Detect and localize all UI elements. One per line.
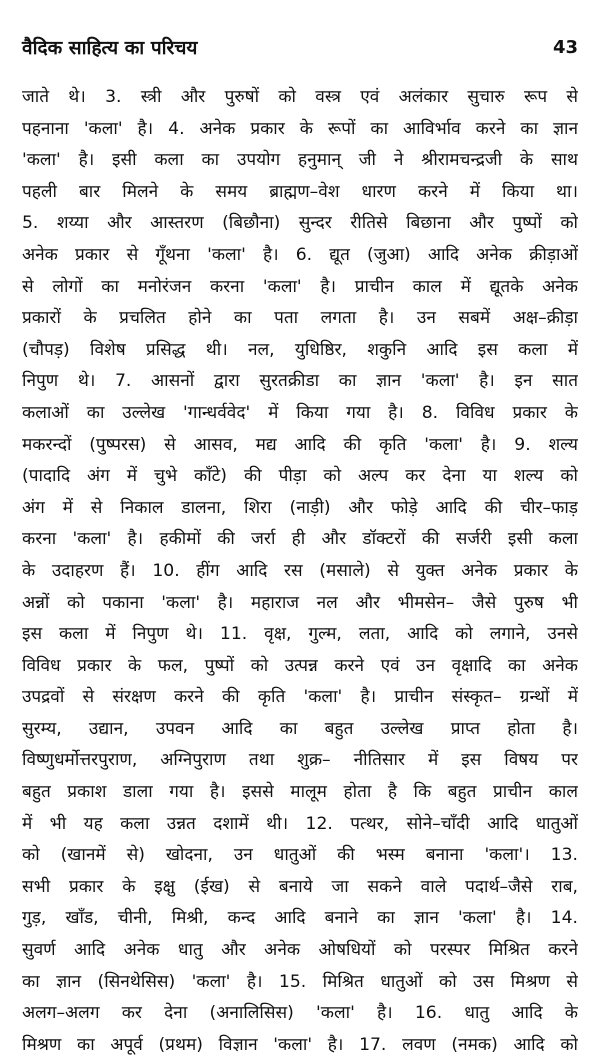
text-line: में भी यह कला उन्नत दशामें थी। 12. पत्थर, सोने–चाँदी आदि धातुओं <box>22 813 578 834</box>
text-line: इस कला में निपुण थे। 11. वृक्ष, गुल्म, लता, आदि को लगाने, उनसे <box>22 624 578 645</box>
text-line: बहुत प्रकाश डाला गया है। इससे मालूम होता है कि बहुत प्राचीन काल <box>22 782 578 803</box>
text-line: को (खानमें से) खोदना, उन धातुओं की भस्म बनाना 'कला'। 13. <box>22 845 578 866</box>
text-line: निपुण थे। 7. आसनों द्वारा सुरतक्रीडा का ज्ञान 'कला' है। इन सात <box>22 371 578 392</box>
page-header <box>22 27 578 61</box>
text-line: पहली बार मिलने के समय ब्राह्मण–वेश धारण करने में किया था। <box>22 181 578 202</box>
text-line: पहनाना 'कला' है। 4. अनेक प्रकार के रूपों का आविर्भाव करने का ज्ञान <box>22 118 578 139</box>
page-number: 43 <box>552 37 578 58</box>
text-line: सुवर्ण आदि अनेक धातु और अनेक ओषधियों को परस्पर मिश्रित करने <box>22 940 578 961</box>
text-line: 'कला' है। इसी कला का उपयोग हनुमान् जी ने श्रीरामचन्द्रजी के साथ <box>22 150 578 171</box>
text-line: करना 'कला' है। हकीमों की जर्रा ही और डॉक्टरों की सर्जरी इसी कला <box>22 529 578 550</box>
book-title: वैदिक साहित्य का परिचय <box>22 37 198 59</box>
body-text <box>22 82 578 1061</box>
text-line: अलग–अलग कर देना (अनालिसिस) 'कला' है। 16. धातु आदि के <box>22 1003 578 1024</box>
text-line: कलाओं का उल्लेख 'गान्धर्ववेद' में किया गया है। 8. विविध प्रकार के <box>22 402 578 423</box>
text-line: (पादादि अंग में चुभे काँटे) की पीड़ा को अल्प कर देना या शल्य को <box>22 466 578 487</box>
text-line: अनेक प्रकार से गूँथना 'कला' है। 6. द्यूत (जुआ) आदि अनेक क्रीड़ाओं <box>22 244 578 265</box>
text-line: (चौपड़) विशेष प्रसिद्ध थी। नल, युधिष्ठिर, शकुनि आदि इस कला में <box>22 339 578 360</box>
text-line: सभी प्रकार के इक्षु (ईख) से बनाये जा सकने वाले पदार्थ–जैसे राब, <box>22 876 578 897</box>
text-line: अंग में से निकाल डालना, शिरा (नाड़ी) और फोड़े आदि की चीर–फाड़ <box>22 497 578 518</box>
text-line: 5. शय्या और आस्तरण (बिछौना) सुन्दर रीतिसे बिछाना और पुष्पों को <box>22 213 578 234</box>
text-line: मकरन्दों (पुष्परस) से आसव, मद्य आदि की कृति 'कला' है। 9. शल्य <box>22 434 578 455</box>
text-line: से लोगों का मनोरंजन करना 'कला' है। प्राचीन काल में द्यूतके अनेक <box>22 276 578 297</box>
text-line: अन्नों को पकाना 'कला' है। महाराज नल और भीमसेन– जैसे पुरुष भी <box>22 592 578 613</box>
text-line: का ज्ञान (सिनथेसिस) 'कला' है। 15. मिश्रित धातुओं को उस मिश्रण से <box>22 971 578 992</box>
text-line: गुड़, खाँड, चीनी, मिश्री, कन्द आदि बनाने का ज्ञान 'कला' है। 14. <box>22 908 578 929</box>
text-line: के उदाहरण हैं। 10. हींग आदि रस (मसाले) से युक्त अनेक प्रकार के <box>22 560 578 581</box>
text-line: मिश्रण का अपूर्व (प्रथम) विज्ञान 'कला' है। 17. लवण (नमक) आदि को <box>22 1034 578 1055</box>
text-line: विष्णुधर्मोत्तरपुराण, अग्निपुराण तथा शुक्र– नीतिसार में इस विषय पर <box>22 750 578 771</box>
text-line: जाते थे। 3. स्त्री और पुरुषों को वस्त्र एवं अलंकार सुचारु रूप से <box>22 87 578 107</box>
text-line: सुरम्य, उद्यान, उपवन आदि का बहुत उल्लेख प्राप्त होता है। <box>22 718 578 739</box>
text-line: विविध प्रकार के फल, पुष्पों को उत्पन्न करने एवं उन वृक्षादि का अनेक <box>22 655 578 676</box>
text-line: प्रकारों के प्रचलित होने का पता लगता है। उन सबमें अक्ष–क्रीड़ा <box>22 308 578 329</box>
text-line: उपद्रवों से संरक्षण करने की कृति 'कला' है। प्राचीन संस्कृत– ग्रन्थों में <box>22 687 578 708</box>
